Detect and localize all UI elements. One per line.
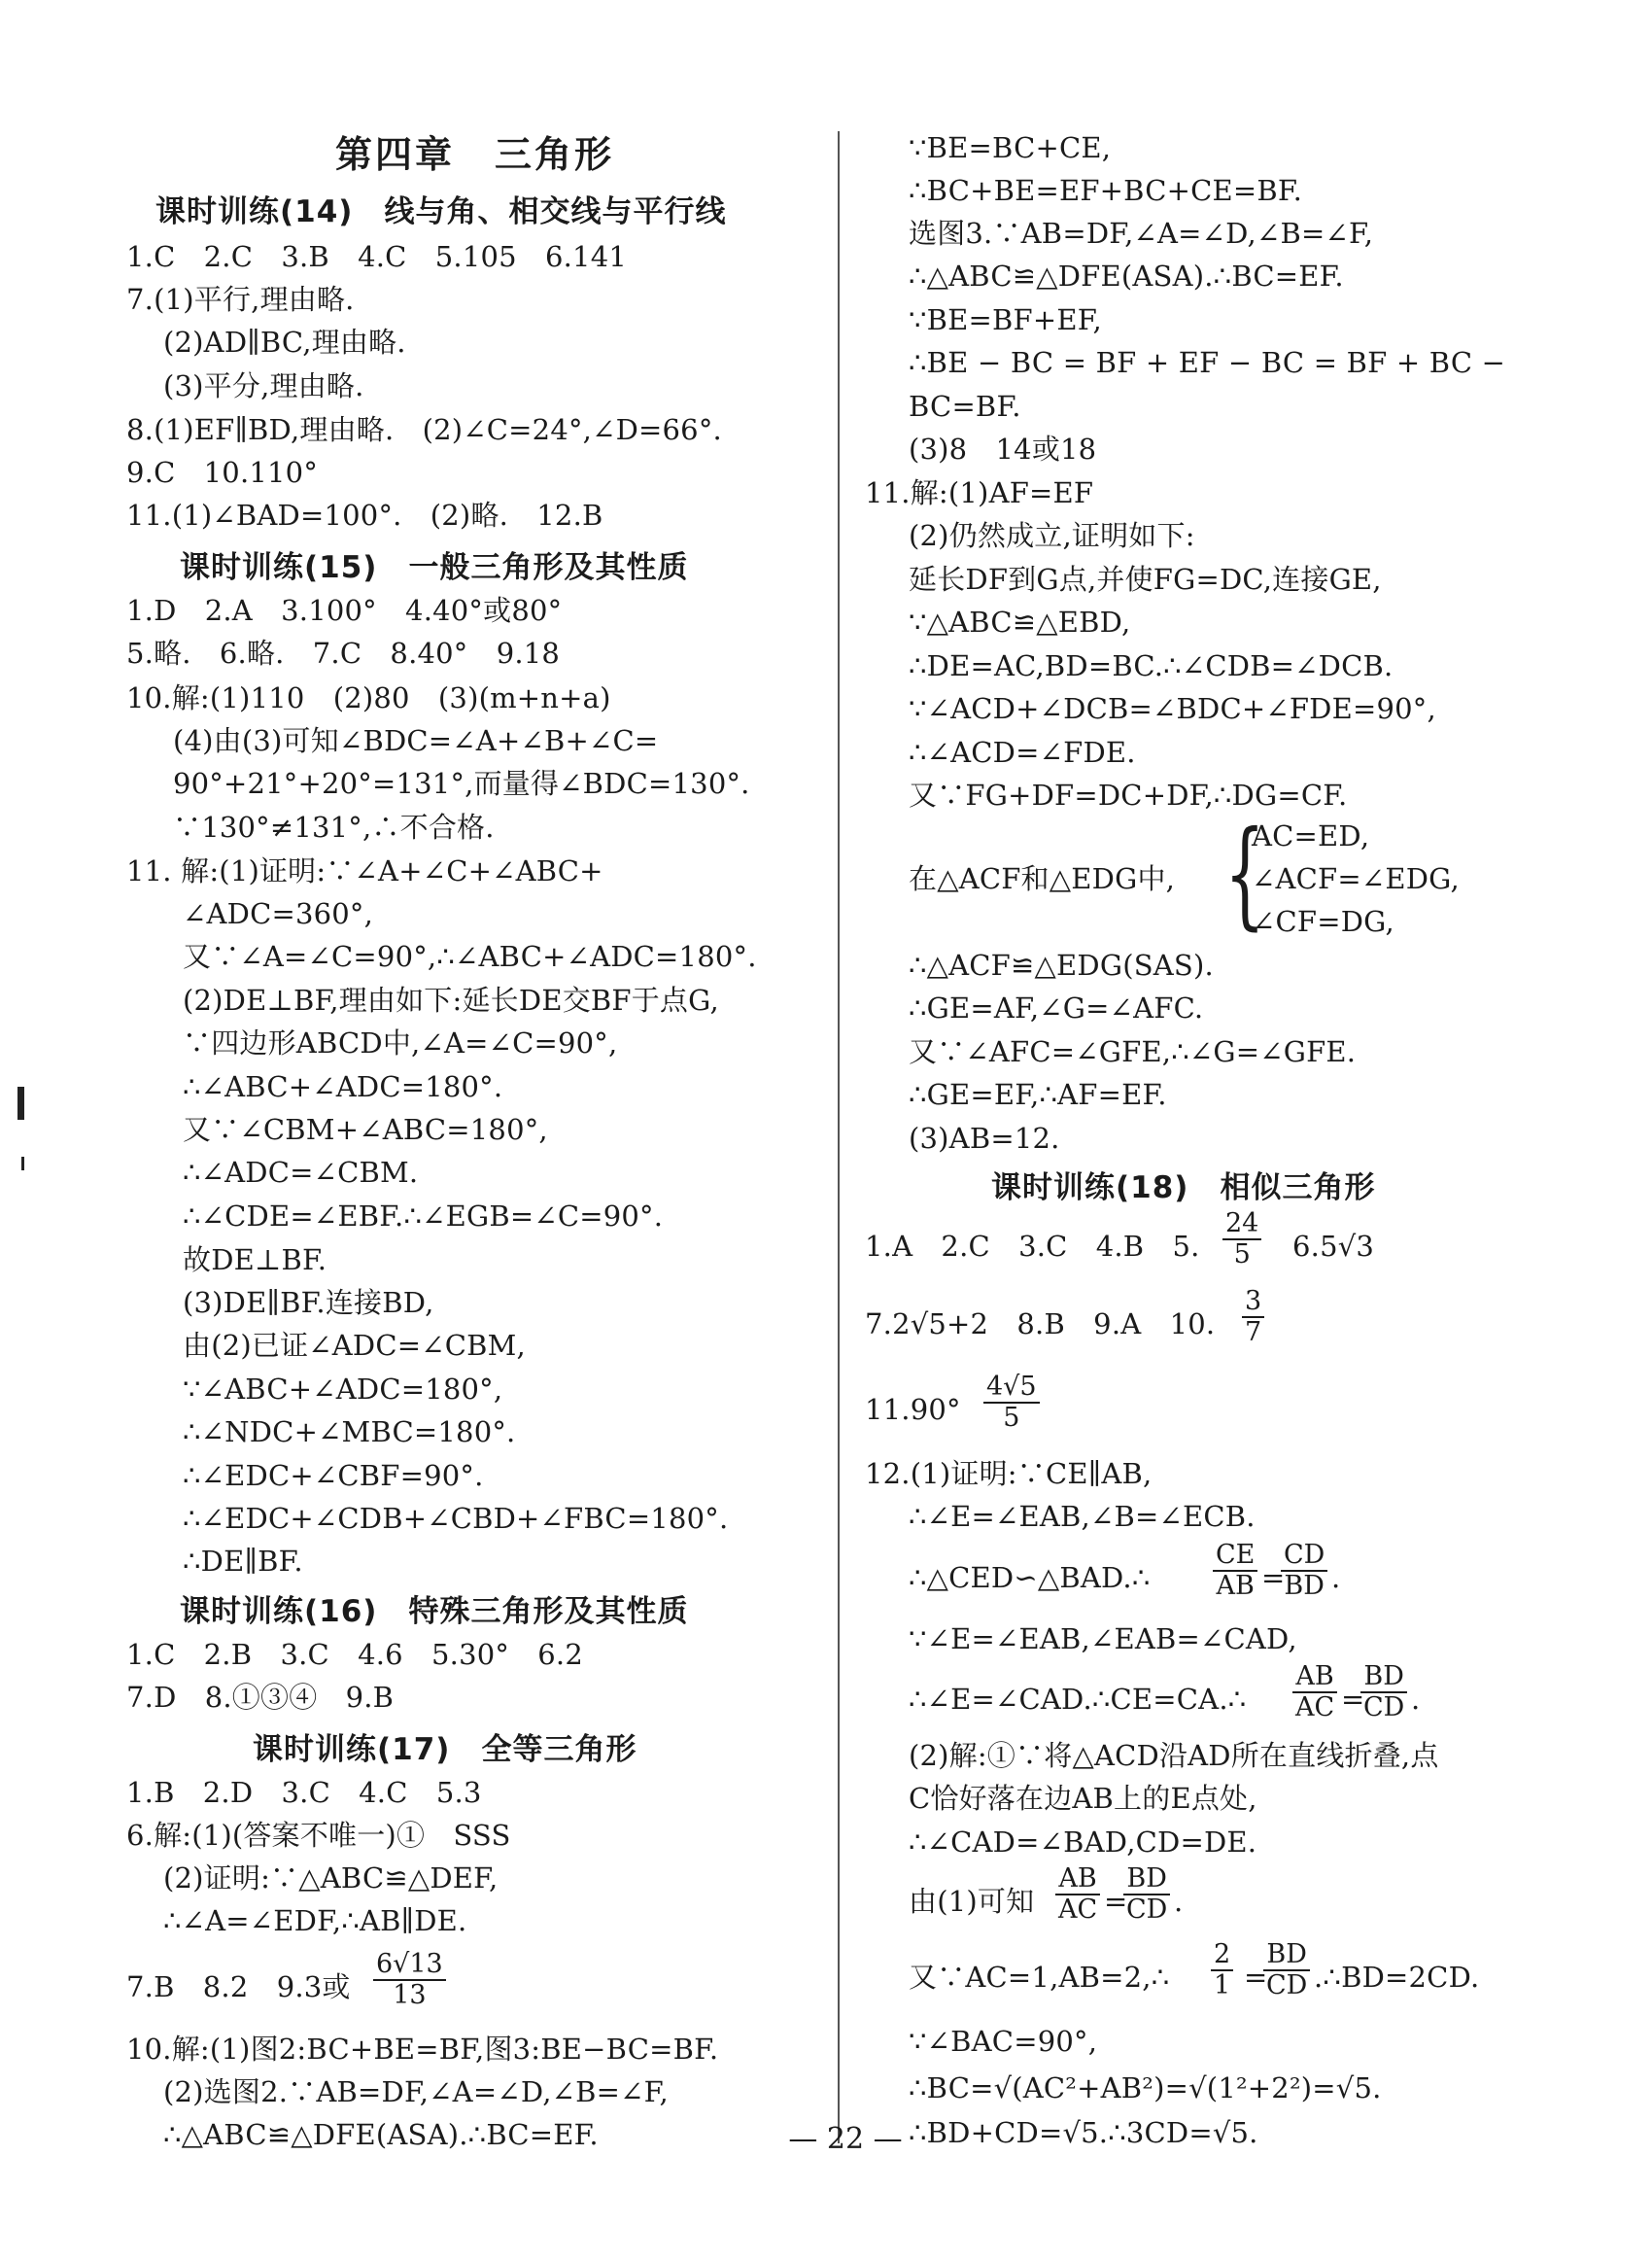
fraction-denominator: 7: [1245, 1317, 1262, 1347]
system-line: ∠ACF=∠EDG,: [1252, 862, 1460, 895]
answer-line: 11. 解:(1)证明:∵∠A+∠C+∠ABC+: [126, 854, 603, 887]
answer-line: 11.(1)∠BAD=100°. (2)略. 12.B: [126, 499, 603, 532]
answer-line: 11.90°: [865, 1393, 961, 1426]
answer-line: ∴DE∥BF.: [183, 1545, 303, 1578]
fraction: [1213, 1541, 1257, 1601]
fraction: [1292, 1662, 1337, 1722]
answer-line: ∴∠EDC+∠CBF=90°.: [183, 1459, 484, 1492]
fraction-numerator: BD: [1360, 1662, 1407, 1693]
fraction-denominator: CD: [1266, 1970, 1308, 2000]
answer-line: ∵∠ACD+∠DCB=∠BDC+∠FDE=90°,: [909, 692, 1436, 725]
equals-sign: =: [1261, 1561, 1286, 1594]
answer-line: ∴△ABC≌△DFE(ASA).∴BC=EF.: [163, 2118, 599, 2151]
answer-line: 1.C 2.B 3.C 4.6 5.30° 6.2: [126, 1638, 584, 1671]
page-number: — 22 —: [788, 2122, 903, 2156]
answer-line: (2)选图2.∵AB=DF,∠A=∠D,∠B=∠F,: [163, 2075, 669, 2108]
answer-line: ∴BE − BC = BF + EF − BC = BF + BC −: [909, 346, 1506, 379]
answer-line: 7.2√5+2 8.B 9.A 10.: [865, 1307, 1216, 1340]
answer-line: ∴△CED∽△BAD.∴: [909, 1561, 1151, 1594]
equals-sign: =: [1104, 1885, 1128, 1918]
answer-line: 6.解:(1)(答案不唯一)① SSS: [126, 1819, 511, 1852]
fraction-numerator: BD: [1123, 1864, 1170, 1895]
answer-line: ∴∠A=∠EDF,∴AB∥DE.: [163, 1904, 467, 1937]
answer-line: 又∵∠AFC=∠GFE,∴∠G=∠GFE.: [909, 1035, 1357, 1068]
answer-line: ∵BE=BF+EF,: [909, 303, 1102, 336]
fraction-denominator: AB: [1216, 1571, 1255, 1601]
answer-line: 10.解:(1)图2:BC+BE=BF,图3:BE−BC=BF.: [126, 2033, 719, 2066]
answer-line: ∵BE=BC+CE,: [909, 131, 1112, 164]
answer-line: 12.(1)证明:∵CE∥AB,: [865, 1457, 1153, 1490]
answer-line: 故DE⊥BF.: [183, 1243, 327, 1276]
answer-line: 选图3.∵AB=DF,∠A=∠D,∠B=∠F,: [909, 217, 1374, 250]
answer-line: (2)AD∥BC,理由略.: [163, 326, 406, 359]
answer-line: ∴BC+BE=EF+BC+CE=BF.: [909, 174, 1303, 207]
answer-line: (2)仍然成立,证明如下:: [909, 519, 1195, 552]
fraction-numerator: 2: [1211, 1940, 1233, 1971]
equals-sign: =: [1341, 1683, 1365, 1716]
answer-line: 7.B 8.2 9.3或: [126, 1970, 351, 2003]
answer-line: (2)DE⊥BF,理由如下:延长DE交BF于点G,: [183, 984, 719, 1017]
fraction-numerator: 4√5: [983, 1373, 1040, 1404]
answer-line: ∵∠E=∠EAB,∠EAB=∠CAD,: [909, 1622, 1297, 1655]
fraction: [373, 1950, 446, 2010]
period: .: [1411, 1683, 1421, 1716]
answer-line: ∴△ACF≌△EDG(SAS).: [909, 949, 1214, 982]
answer-line: 1.B 2.D 3.C 4.C 5.3: [126, 1776, 482, 1809]
fraction: [1222, 1209, 1261, 1269]
answer-line: C恰好落在边AB上的E点处,: [909, 1782, 1257, 1815]
fraction: [1242, 1287, 1264, 1347]
scan-mark: [21, 1157, 24, 1170]
fraction-denominator: 13: [393, 1980, 427, 2010]
answer-line: 10.解:(1)110 (2)80 (3)(m+n+a): [126, 681, 611, 714]
period: .: [1331, 1561, 1341, 1594]
fraction-denominator: BD: [1284, 1571, 1325, 1601]
fraction-denominator: 5: [1003, 1403, 1020, 1433]
fraction-numerator: 3: [1242, 1287, 1264, 1318]
answer-line: ∴BC=√(AC²+AB²)=√(1²+2²)=√5.: [909, 2071, 1382, 2104]
answer-line: ∴DE=AC,BD=BC.∴∠CDB=∠DCB.: [909, 649, 1394, 682]
answer-line: ∴∠ADC=∠CBM.: [183, 1156, 419, 1189]
answer-line: ∴BD+CD=√5.∴3CD=√5.: [909, 2116, 1258, 2149]
fraction-denominator: CD: [1126, 1895, 1168, 1925]
answer-line: ∴∠CDE=∠EBF.∴∠EGB=∠C=90°.: [183, 1200, 664, 1233]
brace-symbol: {: [1224, 807, 1265, 942]
answer-line: ∴∠ACD=∠FDE.: [909, 736, 1136, 769]
answer-line: 5.略. 6.略. 7.C 8.40° 9.18: [126, 637, 561, 670]
section-heading: 课时训练(14) 线与角、相交线与平行线: [155, 194, 727, 229]
fraction-numerator: BD: [1263, 1940, 1310, 1971]
answer-line: ∵130°≠131°,∴不合格.: [173, 811, 495, 844]
answer-line: 由(2)已证∠ADC=∠CBM,: [183, 1329, 526, 1362]
answer-line: ∴△ABC≌△DFE(ASA).∴BC=EF.: [909, 260, 1344, 293]
answer-line: 又∵FG+DF=DC+DF,∴DG=CF.: [909, 779, 1348, 812]
answer-line: 在△ACF和△EDG中,: [909, 862, 1176, 895]
fraction: [983, 1373, 1040, 1433]
answer-line: ∴∠NDC+∠MBC=180°.: [183, 1415, 516, 1448]
answer-line: ∵∠BAC=90°,: [909, 2025, 1098, 2058]
answer-line: ∴∠ABC+∠ADC=180°.: [183, 1070, 503, 1103]
fraction-denominator: AC: [1295, 1692, 1335, 1722]
period: .: [1174, 1885, 1184, 1918]
fraction: [1360, 1662, 1407, 1722]
section-heading: 课时训练(16) 特殊三角形及其性质: [180, 1594, 689, 1629]
fraction-numerator: 6√13: [373, 1950, 446, 1981]
fraction: [1281, 1541, 1327, 1601]
answer-line: (3)DE∥BF.连接BD,: [183, 1286, 434, 1319]
fraction-numerator: CD: [1281, 1541, 1327, 1572]
answer-line: ∴GE=EF,∴AF=EF.: [909, 1078, 1167, 1111]
answer-line: (2)解:①∵将△ACD沿AD所在直线折叠,点: [909, 1739, 1439, 1772]
fraction-denominator: CD: [1363, 1692, 1405, 1722]
fraction-numerator: AB: [1292, 1662, 1336, 1693]
answer-line: 7.(1)平行,理由略.: [126, 283, 355, 316]
answer-line: (3)8 14或18: [909, 433, 1097, 466]
answer-line: ∴∠E=∠EAB,∠B=∠ECB.: [909, 1500, 1256, 1533]
answer-line: (4)由(3)可知∠BDC=∠A+∠B+∠C=: [173, 724, 659, 757]
answer-line: (2)证明:∵△ABC≌△DEF,: [163, 1861, 499, 1895]
fraction: [1263, 1940, 1310, 2000]
fraction-numerator: 24: [1222, 1209, 1261, 1240]
answer-line: ∴∠CAD=∠BAD,CD=DE.: [909, 1825, 1257, 1859]
section-heading: 课时训练(15) 一般三角形及其性质: [180, 550, 689, 585]
system-line: ∠CF=DG,: [1252, 905, 1394, 938]
answer-line: ∵四边形ABCD中,∠A=∠C=90°,: [183, 1026, 618, 1060]
answer-line: .∴BD=2CD.: [1314, 1961, 1480, 1994]
fraction-denominator: AC: [1058, 1895, 1098, 1925]
answer-line: 又∵AC=1,AB=2,∴: [909, 1961, 1170, 1994]
answer-line: ∵∠ABC+∠ADC=180°,: [183, 1373, 503, 1406]
answer-line: ∴∠E=∠CAD.∴CE=CA.∴: [909, 1683, 1247, 1716]
answer-line: ∴GE=AF,∠G=∠AFC.: [909, 991, 1204, 1025]
answer-line: 11.解:(1)AF=EF: [865, 476, 1094, 509]
answer-line: ∠ADC=360°,: [183, 897, 374, 930]
answer-line: ∴∠EDC+∠CDB+∠CBD+∠FBC=180°.: [183, 1502, 729, 1535]
answer-line: 由(1)可知: [909, 1885, 1035, 1918]
chapter-title: 第四章 三角形: [335, 133, 615, 176]
answer-line: 8.(1)EF∥BD,理由略. (2)∠C=24°,∠D=66°.: [126, 413, 722, 446]
section-heading: 课时训练(18) 相似三角形: [991, 1170, 1376, 1205]
fraction-denominator: 5: [1233, 1239, 1251, 1269]
answer-line: ∵△ABC≌△EBD,: [909, 606, 1131, 639]
fraction: [1211, 1940, 1233, 2000]
system-line: AC=ED,: [1252, 819, 1370, 852]
fraction-numerator: CE: [1213, 1541, 1257, 1572]
answer-line: 又∵∠CBM+∠ABC=180°,: [183, 1113, 548, 1146]
equals-sign: =: [1244, 1961, 1268, 1994]
fraction: [1055, 1864, 1100, 1925]
answer-line: (3)平分,理由略.: [163, 369, 364, 402]
answer-line: 又∵∠A=∠C=90°,∴∠ABC+∠ADC=180°.: [183, 940, 757, 973]
answer-line: 1.C 2.C 3.B 4.C 5.105 6.141: [126, 240, 627, 273]
answer-line: 1.A 2.C 3.C 4.B 5.: [865, 1230, 1200, 1263]
fraction: [1123, 1864, 1170, 1925]
column-divider: [838, 131, 840, 2143]
answer-line: 7.D 8.①③④ 9.B: [126, 1681, 395, 1714]
fraction-denominator: 1: [1214, 1970, 1231, 2000]
scan-mark: [17, 1087, 24, 1120]
answer-line: 90°+21°+20°=131°,而量得∠BDC=130°.: [173, 767, 750, 800]
section-heading: 课时训练(17) 全等三角形: [253, 1732, 637, 1767]
fraction-numerator: AB: [1055, 1864, 1099, 1895]
answer-line: 延长DF到G点,并使FG=DC,连接GE,: [909, 563, 1382, 596]
answer-line: 1.D 2.A 3.100° 4.40°或80°: [126, 594, 563, 627]
answer-line: 6.5√3: [1292, 1230, 1375, 1263]
answer-line: BC=BF.: [909, 390, 1021, 423]
answer-line: (3)AB=12.: [909, 1122, 1060, 1155]
answer-line: 9.C 10.110°: [126, 456, 319, 489]
